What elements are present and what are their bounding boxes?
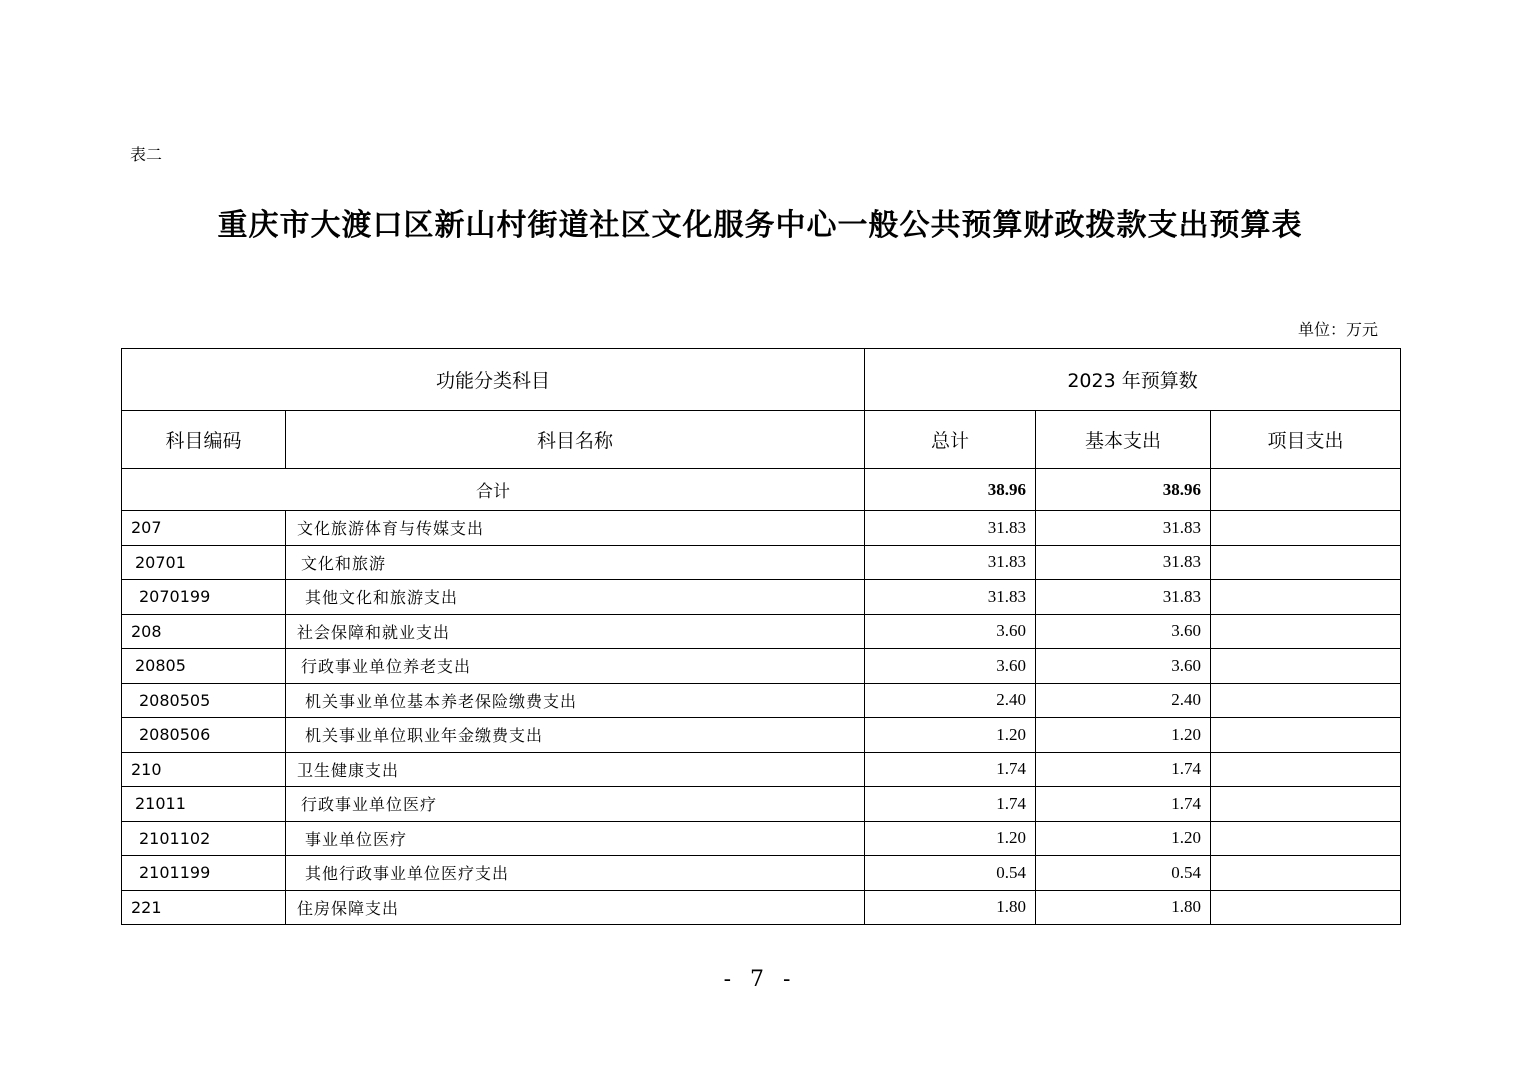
total-sum: 38.96 — [865, 469, 1036, 511]
row-project — [1211, 821, 1401, 856]
subject-code: 21011 — [122, 787, 286, 822]
subject-name: 行政事业单位养老支出 — [286, 649, 865, 684]
row-total: 2.40 — [865, 683, 1036, 718]
row-project — [1211, 683, 1401, 718]
subject-code: 2080506 — [122, 718, 286, 753]
header-column-row — [122, 411, 1401, 469]
table-row — [122, 856, 1401, 891]
total-row — [122, 469, 1401, 511]
document-title: 重庆市大渡口区新山村街道社区文化服务中心一般公共预算财政拨款支出预算表 — [217, 208, 1303, 243]
row-total: 3.60 — [865, 649, 1036, 684]
row-basic: 1.80 — [1036, 890, 1211, 925]
subject-name: 卫生健康支出 — [286, 752, 865, 787]
row-project — [1211, 718, 1401, 753]
row-project — [1211, 614, 1401, 649]
table-row — [122, 683, 1401, 718]
subject-code: 2070199 — [122, 580, 286, 615]
table-row — [122, 787, 1401, 822]
row-basic: 2.40 — [1036, 683, 1211, 718]
row-total: 1.74 — [865, 752, 1036, 787]
subject-code: 2101199 — [122, 856, 286, 891]
header-budget-year: 2023 年预算数 — [865, 349, 1401, 411]
subject-name: 机关事业单位基本养老保险缴费支出 — [286, 683, 865, 718]
row-project — [1211, 752, 1401, 787]
table-row — [122, 649, 1401, 684]
subject-code: 20805 — [122, 649, 286, 684]
row-total: 1.74 — [865, 787, 1036, 822]
table-row — [122, 511, 1401, 546]
row-basic: 1.20 — [1036, 718, 1211, 753]
subject-code: 221 — [122, 890, 286, 925]
header-group-row — [122, 349, 1401, 411]
row-project — [1211, 511, 1401, 546]
row-basic: 31.83 — [1036, 511, 1211, 546]
row-basic: 31.83 — [1036, 580, 1211, 615]
unit-label: 单位：万元 — [1298, 320, 1379, 339]
row-total: 31.83 — [865, 511, 1036, 546]
row-project — [1211, 856, 1401, 891]
row-project — [1211, 787, 1401, 822]
row-total: 31.83 — [865, 580, 1036, 615]
total-basic: 38.96 — [1036, 469, 1211, 511]
subject-code: 207 — [122, 511, 286, 546]
row-total: 1.80 — [865, 890, 1036, 925]
subject-code: 2101102 — [122, 821, 286, 856]
budget-table — [121, 348, 1401, 925]
table-row — [122, 718, 1401, 753]
table-row — [122, 545, 1401, 580]
subject-code: 210 — [122, 752, 286, 787]
row-total: 1.20 — [865, 821, 1036, 856]
table-row — [122, 890, 1401, 925]
subject-name: 社会保障和就业支出 — [286, 614, 865, 649]
subject-name: 事业单位医疗 — [286, 821, 865, 856]
subject-name: 文化旅游体育与传媒支出 — [286, 511, 865, 546]
row-project — [1211, 545, 1401, 580]
total-project — [1211, 469, 1401, 511]
table-row — [122, 614, 1401, 649]
row-basic: 1.20 — [1036, 821, 1211, 856]
subject-name: 行政事业单位医疗 — [286, 787, 865, 822]
row-project — [1211, 580, 1401, 615]
subject-name: 其他文化和旅游支出 — [286, 580, 865, 615]
header-subject-name: 科目名称 — [286, 411, 865, 469]
table-label: 表二 — [130, 145, 163, 164]
row-total: 1.20 — [865, 718, 1036, 753]
row-basic: 1.74 — [1036, 752, 1211, 787]
subject-code: 2080505 — [122, 683, 286, 718]
table-row — [122, 821, 1401, 856]
row-total: 31.83 — [865, 545, 1036, 580]
subject-name: 文化和旅游 — [286, 545, 865, 580]
table-row — [122, 580, 1401, 615]
page-number: - 7 - — [723, 967, 797, 992]
subject-name: 其他行政事业单位医疗支出 — [286, 856, 865, 891]
total-label: 合计 — [122, 469, 865, 511]
row-total: 3.60 — [865, 614, 1036, 649]
header-total: 总计 — [865, 411, 1036, 469]
header-basic-expenditure: 基本支出 — [1036, 411, 1211, 469]
row-basic: 1.74 — [1036, 787, 1211, 822]
row-basic: 0.54 — [1036, 856, 1211, 891]
row-project — [1211, 649, 1401, 684]
subject-code: 208 — [122, 614, 286, 649]
row-basic: 31.83 — [1036, 545, 1211, 580]
subject-code: 20701 — [122, 545, 286, 580]
row-basic: 3.60 — [1036, 614, 1211, 649]
row-project — [1211, 890, 1401, 925]
row-basic: 3.60 — [1036, 649, 1211, 684]
subject-name: 住房保障支出 — [286, 890, 865, 925]
header-subject-code: 科目编码 — [122, 411, 286, 469]
row-total: 0.54 — [865, 856, 1036, 891]
subject-name: 机关事业单位职业年金缴费支出 — [286, 718, 865, 753]
header-project-expenditure: 项目支出 — [1211, 411, 1401, 469]
header-function-category: 功能分类科目 — [122, 349, 865, 411]
table-row — [122, 752, 1401, 787]
